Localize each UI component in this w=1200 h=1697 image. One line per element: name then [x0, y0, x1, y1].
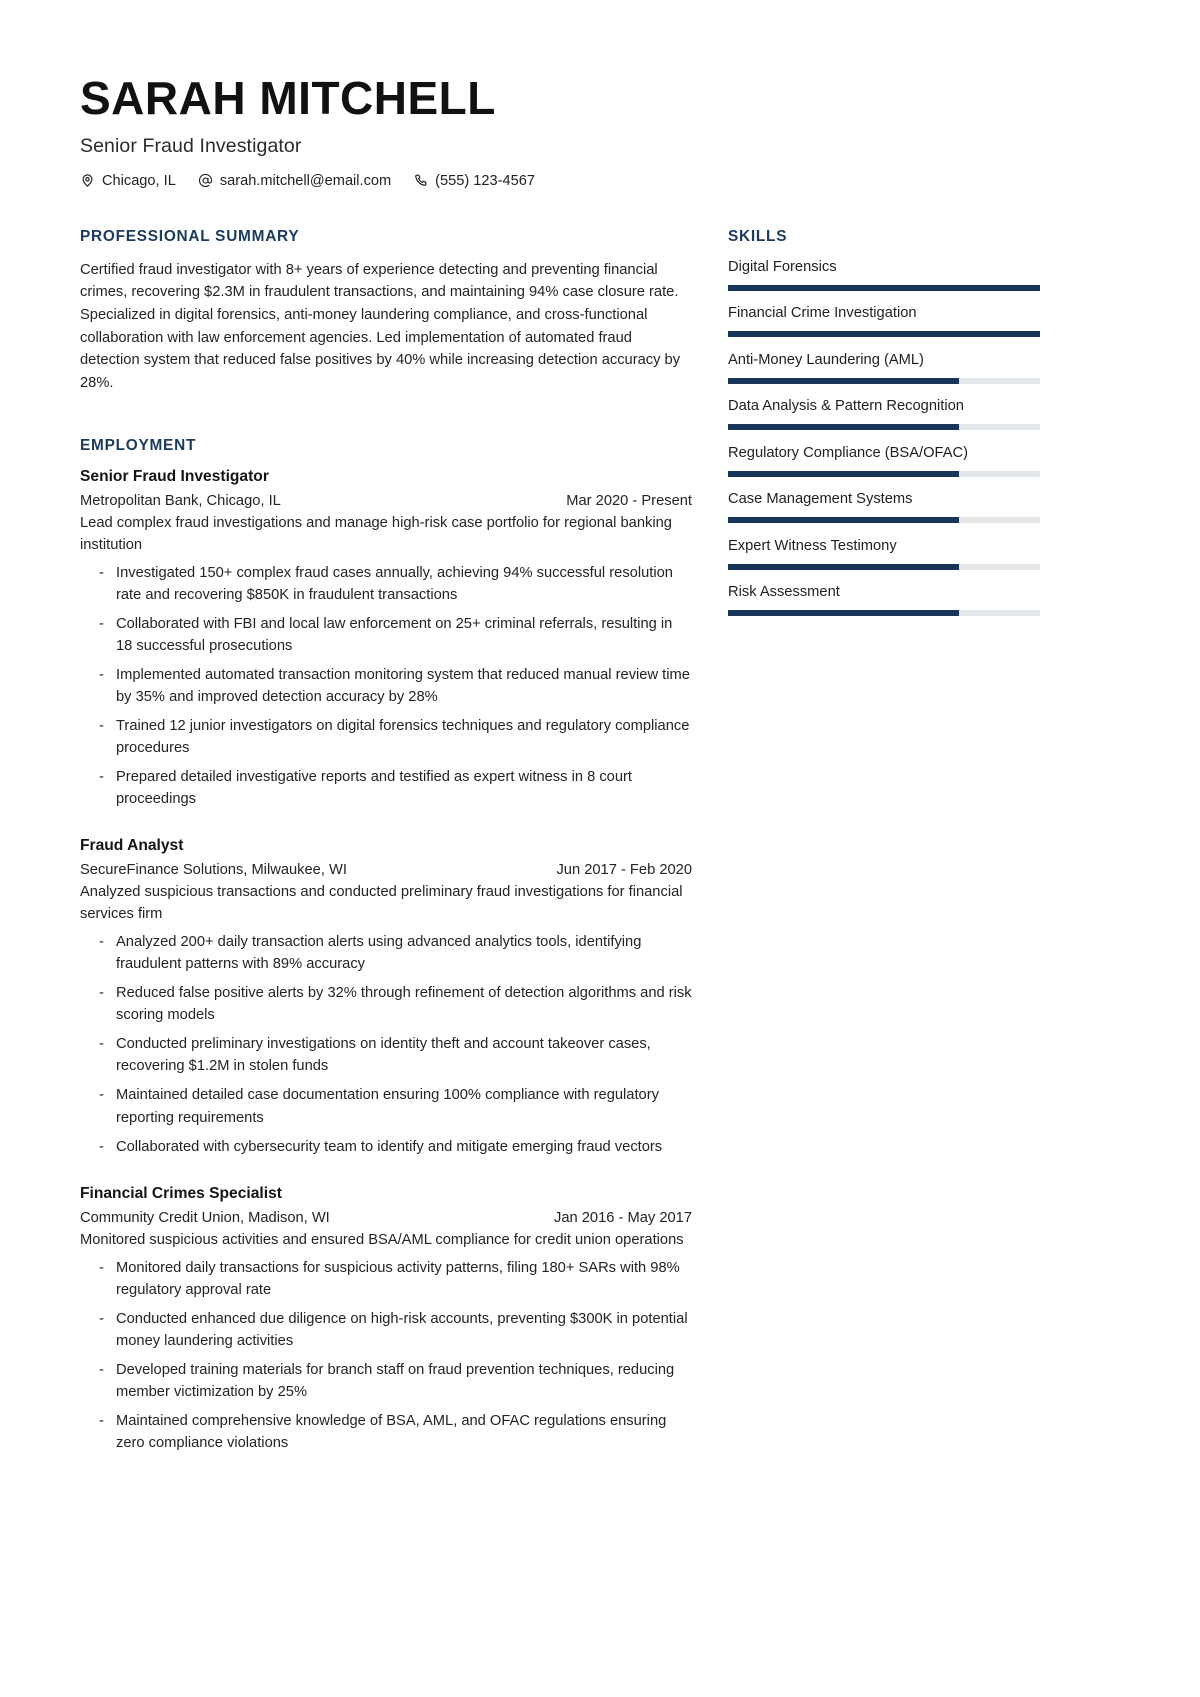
- contact-email-text: sarah.mitchell@email.com: [219, 172, 392, 189]
- bullet-marker: -: [99, 1087, 104, 1104]
- bullet-text: Collaborated with cybersecurity team to identify and mitigate emerging fraud vectors: [116, 1138, 663, 1155]
- bullet-text: Investigated 150+ complex fraud cases annually, achieving 94% successful resolution rate and recovering $850K in fraudulent transactions: [116, 564, 673, 603]
- section-title-employment: EMPLOYMENT: [80, 436, 197, 454]
- bullet-marker: -: [99, 615, 104, 632]
- job-bullet: [80, 1084, 692, 1128]
- skill-bar-track: [728, 610, 1040, 616]
- contact-row: [80, 173, 1120, 189]
- bullet-marker: -: [99, 564, 104, 581]
- bullet-marker: -: [99, 666, 104, 683]
- job-dates: Mar 2020 - Present: [566, 492, 692, 509]
- main-column: [80, 228, 692, 1454]
- candidate-role: Senior Fraud Investigator: [80, 134, 302, 157]
- bullet-marker: -: [99, 717, 104, 734]
- job-meta: [80, 862, 692, 878]
- bullet-text: Prepared detailed investigative reports and testified as expert witness in 8 court proceedings: [116, 768, 632, 808]
- bullet-marker: -: [99, 1361, 104, 1378]
- skill-item: [728, 398, 1040, 430]
- skill-item: [728, 352, 1040, 384]
- skill-name: Risk Assessment: [728, 584, 840, 601]
- job-bullets: [80, 1257, 692, 1454]
- skill-bar-fill: [728, 517, 959, 523]
- sidebar-column: [728, 228, 1040, 631]
- bullet-marker: -: [99, 1310, 104, 1327]
- skill-bar-track: [728, 564, 1040, 570]
- job-company: Metropolitan Bank, Chicago, IL: [80, 492, 281, 509]
- skill-bar-track: [728, 378, 1040, 384]
- job-bullet: [80, 1308, 692, 1352]
- skill-bar-fill: [728, 610, 959, 616]
- section-employment: [80, 437, 692, 1455]
- job-description: Analyzed suspicious transactions and conducted preliminary fraud investigations for financial services firm: [80, 884, 683, 923]
- section-title-summary: PROFESSIONAL SUMMARY: [80, 227, 300, 245]
- skill-item: [728, 491, 1040, 523]
- job-bullet: [80, 1359, 692, 1403]
- skill-name: Expert Witness Testimony: [728, 537, 897, 554]
- section-title-skills: SKILLS: [728, 227, 788, 245]
- skill-bar-track: [728, 424, 1040, 430]
- employment-entry: [80, 468, 692, 811]
- job-company: SecureFinance Solutions, Milwaukee, WI: [80, 862, 347, 879]
- skill-name: Data Analysis & Pattern Recognition: [728, 398, 964, 415]
- job-meta: [80, 1210, 692, 1226]
- job-bullet: [80, 562, 692, 606]
- bullet-text: Conducted enhanced due diligence on high-risk accounts, preventing $300K in potential money laundering activities: [116, 1310, 688, 1349]
- job-company: Community Credit Union, Madison, WI: [80, 1209, 330, 1226]
- job-bullet: [80, 664, 692, 708]
- section-professional-summary: [80, 228, 692, 395]
- location-pin-icon: [80, 173, 95, 188]
- job-title: Fraud Analyst: [80, 837, 184, 855]
- skill-bar-fill: [728, 331, 1040, 337]
- job-bullet: [80, 1257, 692, 1301]
- bullet-text: Implemented automated transaction monitoring system that reduced manual review time by 35% and improved detection accuracy by 28%: [116, 666, 690, 705]
- skill-item: [728, 305, 1040, 337]
- job-bullet: [80, 982, 692, 1026]
- job-title: Senior Fraud Investigator: [80, 467, 269, 485]
- employment-entry: [80, 837, 692, 1158]
- job-bullet: [80, 1410, 692, 1454]
- bullet-marker: -: [99, 985, 104, 1002]
- contact-phone[interactable]: [413, 173, 535, 189]
- contact-phone-text: (555) 123-4567: [435, 172, 535, 189]
- skill-name: Anti-Money Laundering (AML): [728, 351, 924, 368]
- bullet-marker: -: [99, 768, 104, 785]
- job-bullet: [80, 931, 692, 975]
- skill-bar-fill: [728, 424, 959, 430]
- section-skills: [728, 228, 1040, 617]
- job-bullet: [80, 715, 692, 759]
- contact-email[interactable]: [198, 173, 391, 189]
- skill-bar-fill: [728, 471, 959, 477]
- bullet-text: Maintained detailed case documentation ensuring 100% compliance with regulatory reporting requirements: [116, 1087, 659, 1126]
- job-bullet: [80, 613, 692, 657]
- skill-bar-track: [728, 285, 1040, 291]
- bullet-text: Monitored daily transactions for suspicious activity patterns, filing 180+ SARs with 98% regulatory approval rate: [116, 1259, 680, 1298]
- bullet-text: Conducted preliminary investigations on identity theft and account takeover cases, recovering $1.2M in stolen funds: [116, 1036, 651, 1075]
- skill-item: [728, 538, 1040, 570]
- skill-bar-track: [728, 331, 1040, 337]
- bullet-marker: -: [99, 1412, 104, 1429]
- skill-bar-track: [728, 471, 1040, 477]
- job-dates: Jan 2016 - May 2017: [554, 1209, 692, 1226]
- resume-body: [80, 228, 1120, 1454]
- job-bullet: [80, 1033, 692, 1077]
- job-dates: Jun 2017 - Feb 2020: [556, 862, 692, 879]
- summary-text: Certified fraud investigator with 8+ years of experience detecting and preventing financial crimes, recovering $2.3M in fraudulent transactions, and maintaining 94% case closure rate. Specialized in digital forensics, anti-money laundering compliance, and cross-functional collaboration with law enforcement agencies. Led implementation of automated fraud detection system that reduced false positives by 40% while increasing detection accuracy by 28%.: [80, 261, 681, 391]
- skill-bar-fill: [728, 564, 959, 570]
- skill-name: Financial Crime Investigation: [728, 305, 917, 322]
- resume-header: [80, 74, 1120, 189]
- bullet-marker: -: [99, 1138, 104, 1155]
- skill-bar-fill: [728, 285, 1040, 291]
- phone-icon: [413, 173, 428, 188]
- skill-name: Digital Forensics: [728, 258, 837, 275]
- bullet-text: Maintained comprehensive knowledge of BSA, AML, and OFAC regulations ensuring zero compliance violations: [116, 1412, 667, 1451]
- skill-bar-fill: [728, 378, 959, 384]
- job-description: Lead complex fraud investigations and manage high-risk case portfolio for regional banking institution: [80, 514, 672, 553]
- candidate-name: SARAH MITCHELL: [80, 72, 496, 124]
- bullet-text: Collaborated with FBI and local law enforcement on 25+ criminal referrals, resulting in 18 successful prosecutions: [116, 615, 673, 654]
- job-bullet: [80, 1136, 692, 1158]
- skill-item: [728, 445, 1040, 477]
- at-sign-icon: [198, 173, 213, 188]
- skill-name: Case Management Systems: [728, 491, 913, 508]
- skill-item: [728, 259, 1040, 291]
- bullet-text: Reduced false positive alerts by 32% through refinement of detection algorithms and risk scoring models: [116, 985, 692, 1024]
- bullet-marker: -: [99, 1259, 104, 1276]
- job-bullets: [80, 562, 692, 810]
- bullet-text: Developed training materials for branch staff on fraud prevention techniques, reducing member victimization by 25%: [116, 1361, 675, 1400]
- job-bullets: [80, 931, 692, 1157]
- skill-name: Regulatory Compliance (BSA/OFAC): [728, 444, 968, 461]
- bullet-text: Trained 12 junior investigators on digital forensics techniques and regulatory compliance procedures: [116, 717, 690, 756]
- bullet-text: Analyzed 200+ daily transaction alerts using advanced analytics tools, identifying fraudulent patterns with 89% accuracy: [116, 934, 642, 973]
- skill-bar-track: [728, 517, 1040, 523]
- job-title: Financial Crimes Specialist: [80, 1184, 282, 1202]
- job-description: Monitored suspicious activities and ensured BSA/AML compliance for credit union operations: [80, 1231, 684, 1248]
- bullet-marker: -: [99, 1036, 104, 1053]
- skill-item: [728, 584, 1040, 616]
- contact-location-text: Chicago, IL: [102, 172, 176, 189]
- contact-location: [80, 173, 176, 189]
- job-bullet: [80, 766, 692, 810]
- employment-entry: [80, 1185, 692, 1454]
- job-meta: [80, 493, 692, 509]
- bullet-marker: -: [99, 934, 104, 951]
